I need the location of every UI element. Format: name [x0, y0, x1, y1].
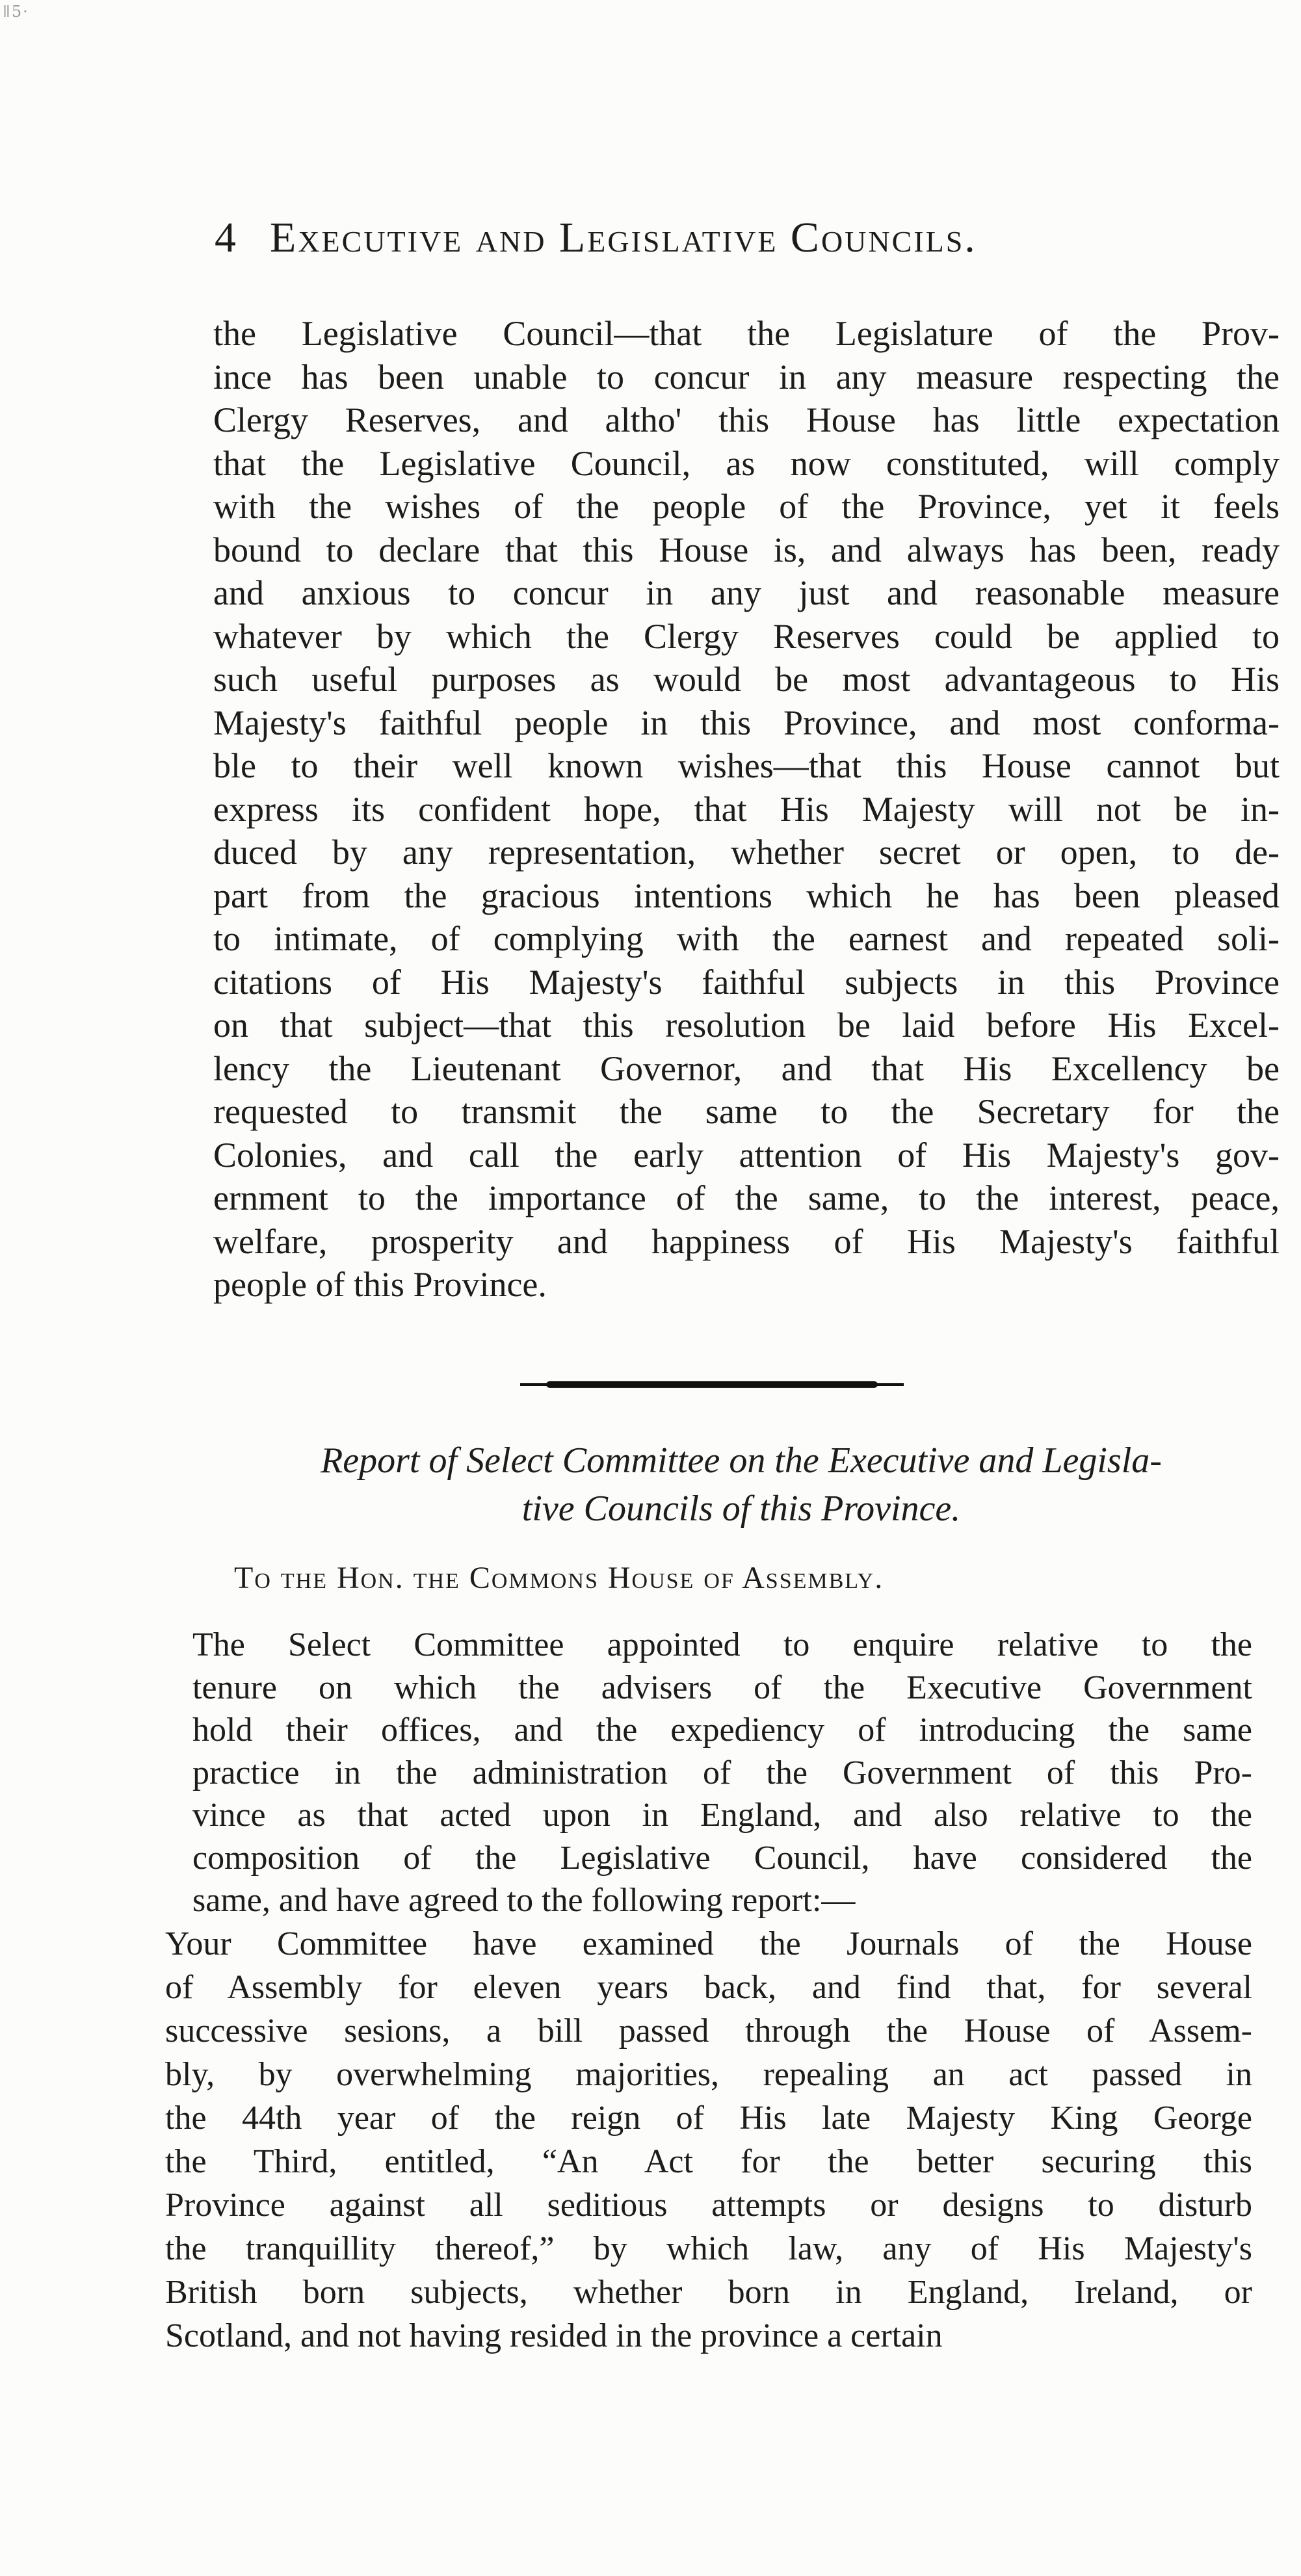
report-paragraph-line: same, and have agreed to the following report:—	[192, 1882, 856, 1919]
report-paragraph-line: tenure on which the advisers of the Executive Government	[192, 1669, 1252, 1706]
resolution-text-line: express its confident hope, that His Majesty will not be in-	[213, 789, 1280, 829]
section-divider-rule	[546, 1381, 878, 1388]
running-title: Executive and Legislative Councils.	[270, 214, 977, 261]
report-title-line: Report of Select Committee on the Executive and Legisla-	[321, 1440, 1162, 1481]
report-paragraph-line: hold their offices, and the expediency of introducing the same	[192, 1711, 1252, 1749]
running-head	[215, 213, 1229, 276]
resolution-text-line: lency the Lieutenant Governor, and that His Excellency be	[213, 1048, 1280, 1088]
report-paragraph-line: practice in the administration of the Government of this Pro-	[192, 1754, 1252, 1791]
report-paragraph-line: Your Committee have examined the Journals of the House	[165, 1925, 1252, 1962]
report-paragraph-line: vince as that acted upon in England, and also relative to the	[192, 1797, 1252, 1834]
resolution-text-line: ernment to the importance of the same, to the interest, peace,	[213, 1178, 1280, 1217]
resolution-text-line: Colonies, and call the early attention of His Majesty's gov-	[213, 1135, 1280, 1175]
report-title-line: tive Councils of this Province.	[521, 1489, 961, 1529]
resolution-text-line: and anxious to concur in any just and reasonable measure	[213, 573, 1280, 612]
resolution-text-line: citations of His Majesty's faithful subjects in this Province	[213, 962, 1280, 1002]
report-address: To the Hon. the Commons House of Assembly.	[234, 1561, 884, 1595]
resolution-text	[213, 312, 1280, 1307]
page-number: 4	[215, 214, 236, 261]
resolution-text-line: ince has been unable to concur in any measure respecting the	[213, 357, 1280, 397]
resolution-text-line: on that subject—that this resolution be laid before His Excel-	[213, 1006, 1280, 1045]
report-paragraph-line: composition of the Legislative Council, have considered the	[192, 1839, 1252, 1877]
report-paragraph-line: the tranquillity thereof,” by which law, any of His Majesty's	[165, 2230, 1252, 2267]
resolution-text-line: that the Legislative Council, as now constituted, will comply	[213, 443, 1280, 483]
corner-scan-mark: ǁ5·	[3, 3, 29, 21]
report-paragraph-line: Scotland, and not having resided in the province a certain	[165, 2317, 943, 2354]
report-paragraph-1	[192, 1624, 1252, 1922]
report-paragraph-line: the Third, entitled, “An Act for the better securing this	[165, 2143, 1252, 2180]
resolution-text-line: Clergy Reserves, and altho' this House has little expectation	[213, 400, 1280, 439]
resolution-text-line: whatever by which the Clergy Reserves could be applied to	[213, 616, 1280, 656]
resolution-text-line: such useful purposes as would be most advantageous to His	[213, 660, 1280, 699]
report-title	[189, 1437, 1294, 1533]
resolution-text-line: requested to transmit the same to the Secretary for the	[213, 1092, 1280, 1131]
resolution-text-line: to intimate, of complying with the earnest and repeated soli-	[213, 919, 1280, 958]
resolution-text-line: with the wishes of the people of the Province, yet it feels	[213, 487, 1280, 526]
resolution-text-line: part from the gracious intentions which he has been pleased	[213, 876, 1280, 915]
resolution-text-line: Majesty's faithful people in this Province, and most conforma-	[213, 703, 1280, 742]
resolution-text-line: the Legislative Council—that the Legislature of the Prov-	[213, 314, 1280, 353]
report-paragraph-line: British born subjects, whether born in England, Ireland, or	[165, 2274, 1252, 2311]
resolution-text-line: ble to their well known wishes—that this House cannot but	[213, 746, 1280, 785]
report-paragraph-line: Province against all seditious attempts or designs to disturb	[165, 2187, 1252, 2224]
resolution-text-line: people of this Province.	[213, 1265, 547, 1304]
report-paragraph-line: successive sesions, a bill passed through the House of Assem-	[165, 2012, 1252, 2049]
report-paragraph-line: of Assembly for eleven years back, and find that, for several	[165, 1969, 1252, 2006]
report-paragraph-2	[165, 1922, 1252, 2358]
resolution-text-line: bound to declare that this House is, and always has been, ready	[213, 530, 1280, 569]
report-paragraph-line: The Select Committee appointed to enquire relative to the	[192, 1626, 1252, 1663]
resolution-text-line: duced by any representation, whether secret or open, to de-	[213, 833, 1280, 872]
resolution-text-line: welfare, prosperity and happiness of His Majesty's faithful	[213, 1221, 1280, 1261]
report-paragraph-line: bly, by overwhelming majorities, repealing an act passed in	[165, 2056, 1252, 2093]
report-paragraph-line: the 44th year of the reign of His late Majesty King George	[165, 2100, 1252, 2137]
